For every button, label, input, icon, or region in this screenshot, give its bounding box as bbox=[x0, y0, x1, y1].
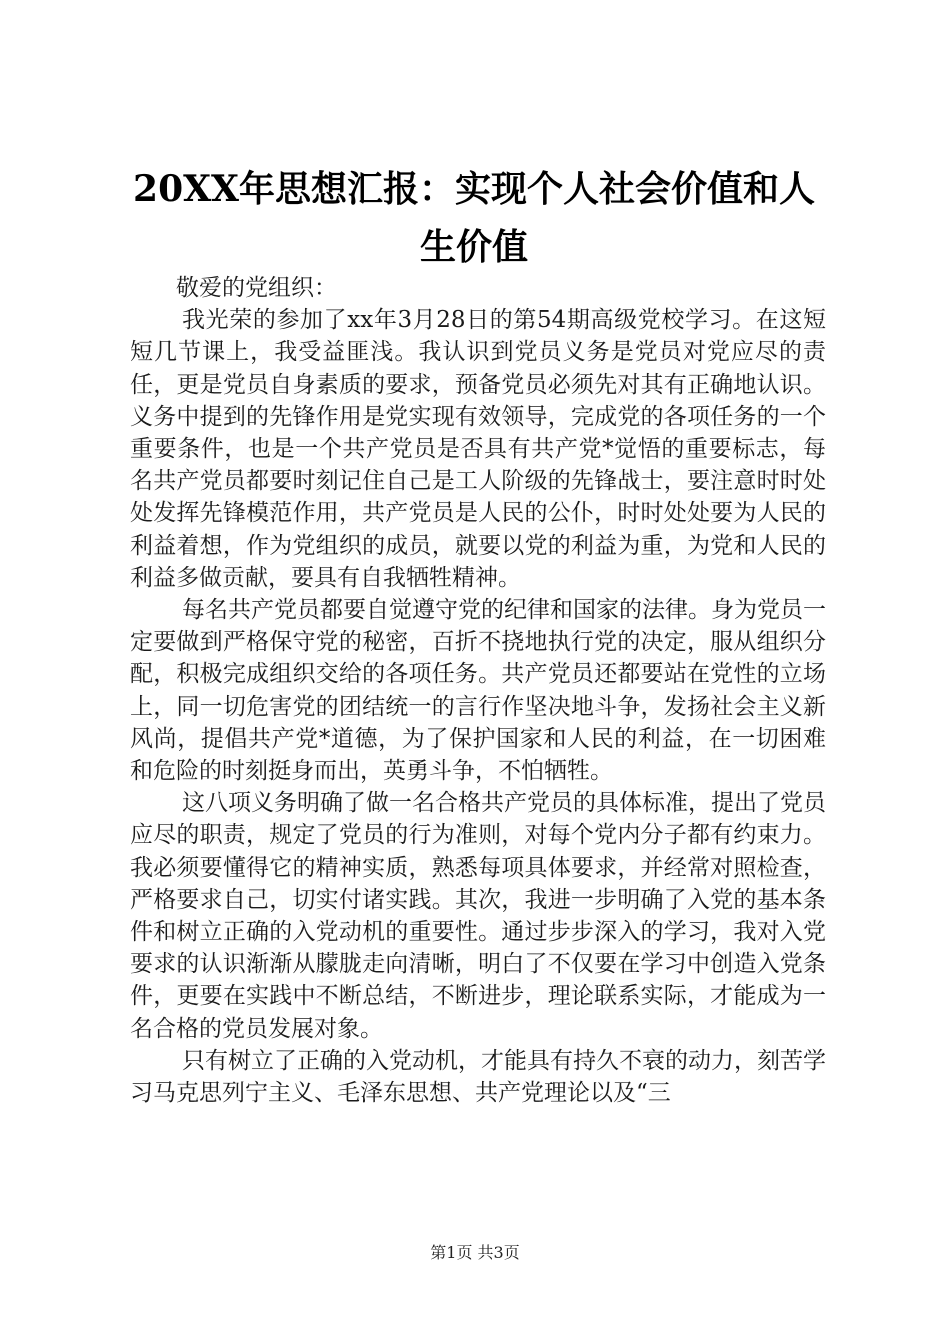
paragraph: 只有树立了正确的入党动机，才能具有持久不衰的动力，刻苦学习马克思列宁主义、毛泽东思想、共产党理论以及“三 bbox=[130, 1047, 826, 1107]
paragraph: 这八项义务明确了做一名合格共产党员的具体标准，提出了党员应尽的职责，规定了党员的行为准则，对每个党内分子都有约束力。我必须要懂得它的精神实质，熟悉每项具体要求，并经常对照检查，严格要求自己，切实付诸实践。其次，我进一步明确了入党的基本条件和树立正确的入党动机的重要性。通过步步深入的学习，我对入党要求的认识渐渐从朦胧走向清晰，明白了不仅要在学习中创造入党条件，更要在实践中不断总结，不断进步，理论联系实际，才能成为一名合格的党员发展对象。 bbox=[130, 790, 826, 1042]
page-number-footer: 第1页 共3页 bbox=[430, 1243, 520, 1262]
document-body bbox=[130, 272, 826, 1109]
document-title: 20XX年思想汇报：实现个人社会价值和人生价值 bbox=[133, 168, 815, 268]
paragraph: 我光荣的参加了xx年3月28日的第54期高级党校学习。在这短短几节课上，我受益匪浅。我认识到党员义务是党员对党应尽的责任，更是党员自身素质的要求，预备党员必须先对其有正确地认识。义务中提到的先锋作用是党实现有效领导，完成党的各项任务的一个重要条件，也是一个共产党员是否具有共产党*觉悟的重要标志，每名共产党员都要时刻记住自己是工人阶级的先锋战士，要注意时时处处发挥先锋模范作用，共产党员是人民的公仆，时时处处要为人民的利益着想，作为党组织的成员，就要以党的利益为重，为党和人民的利益多做贡献，要具有自我牺牲精神。 bbox=[130, 307, 826, 591]
paragraph: 每名共产党员都要自觉遵守党的纪律和国家的法律。身为党员一定要做到严格保守党的秘密，百折不挠地执行党的决定，服从组织分配，积极完成组织交给的各项任务。共产党员还都要站在党性的立场上，同一切危害党的团结统一的言行作坚决地斗争，发扬社会主义新风尚，提倡共产党*道德，为了保护国家和人民的利益，在一切困难和危险的时刻挺身而出，英勇斗争，不怕牺牲。 bbox=[130, 597, 826, 785]
salutation: 敬爱的党组织： bbox=[176, 275, 337, 301]
